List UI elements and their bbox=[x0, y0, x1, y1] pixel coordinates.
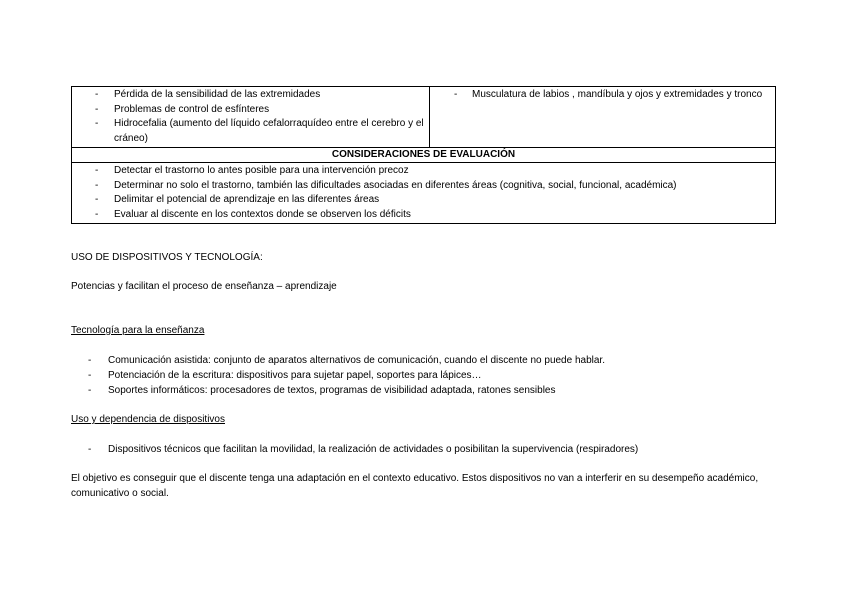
list-item: - Potenciación de la escritura: dispositivos para sujetar papel, soportes para lápices… bbox=[71, 368, 605, 383]
devices-list bbox=[71, 442, 638, 457]
list-item: - Dispositivos técnicos que facilitan la movilidad, la realización de actividades o posibilitan la supervivencia (respiradores) bbox=[71, 442, 638, 457]
devices-heading: Uso y dependencia de dispositivos bbox=[71, 414, 225, 425]
evaluation-table bbox=[71, 86, 776, 224]
dash-list bbox=[76, 164, 771, 222]
table-cell-full bbox=[72, 163, 776, 224]
table-row bbox=[72, 87, 776, 148]
table-cell-right bbox=[430, 87, 776, 148]
list-item: - Evaluar al discente en los contextos donde se observen los déficits bbox=[76, 208, 771, 223]
table-row bbox=[72, 163, 776, 224]
teaching-heading: Tecnología para la enseñanza bbox=[71, 325, 205, 336]
section-title: USO DE DISPOSITIVOS Y TECNOLOGÍA: bbox=[71, 252, 263, 263]
table-cell-left bbox=[72, 87, 430, 148]
conclusion-paragraph: El objetivo es conseguir que el discente tenga una adaptación en el contexto educativo. Estos dispositivos no van a interferir en su desempeño académico, comunicativo o social. bbox=[71, 473, 759, 499]
table-section-header: CONSIDERACIONES DE EVALUACIÓN bbox=[72, 148, 776, 163]
dash-list bbox=[434, 88, 771, 103]
list-item: - Detectar el trastorno lo antes posible para una intervención precoz bbox=[76, 164, 771, 179]
list-item: - Soportes informáticos: procesadores de textos, programas de visibilidad adaptada, ratones sensibles bbox=[71, 383, 605, 398]
list-item: - Musculatura de labios , mandíbula y ojos y extremidades y tronco bbox=[434, 88, 771, 103]
dash-list bbox=[76, 88, 425, 146]
table-row bbox=[72, 148, 776, 163]
list-item: - Hidrocefalia (aumento del líquido cefalorraquídeo entre el cerebro y el cráneo) bbox=[76, 117, 425, 146]
teaching-list bbox=[71, 353, 605, 398]
list-item: - Comunicación asistida: conjunto de aparatos alternativos de comunicación, cuando el discente no puede hablar. bbox=[71, 353, 605, 368]
intro-text: Potencias y facilitan el proceso de enseñanza – aprendizaje bbox=[71, 281, 337, 292]
list-item: - Delimitar el potencial de aprendizaje en las diferentes áreas bbox=[76, 193, 771, 208]
list-item: - Problemas de control de esfínteres bbox=[76, 103, 425, 118]
list-item: - Determinar no solo el trastorno, también las dificultades asociadas en diferentes áreas (cognitiva, social, funcional, académica) bbox=[76, 179, 771, 194]
list-item: - Pérdida de la sensibilidad de las extremidades bbox=[76, 88, 425, 103]
